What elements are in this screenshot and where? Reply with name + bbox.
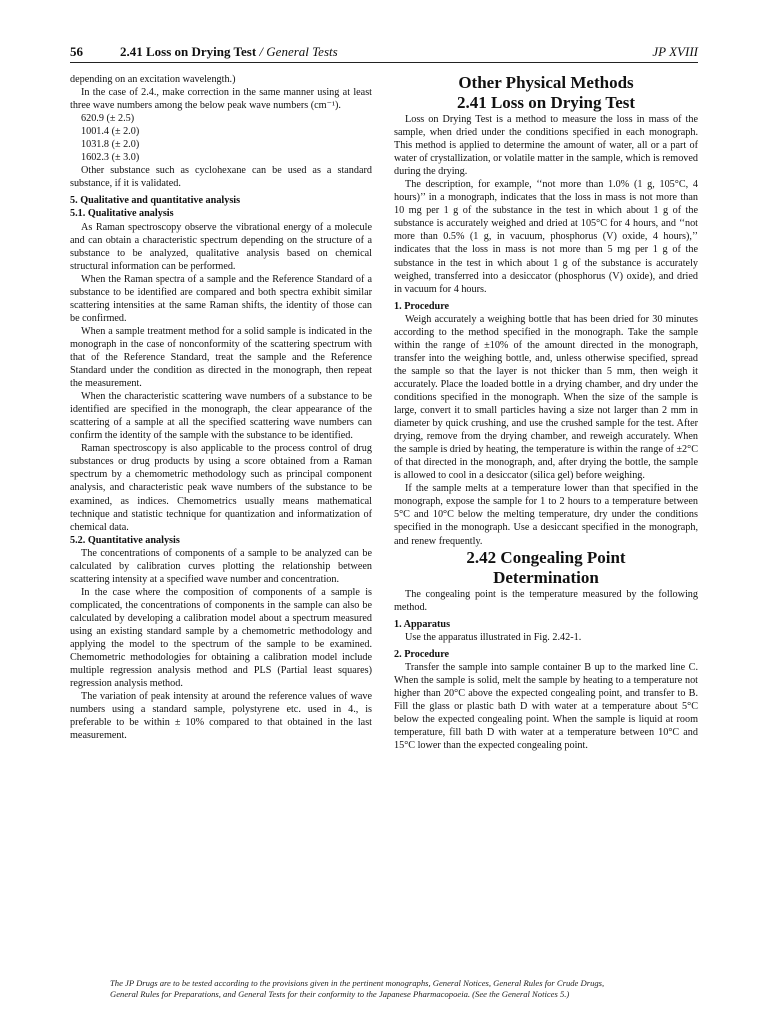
footer-line: The JP Drugs are to be tested according to the provisions given in the pertinent monographs, General Notices, General Rules for Crude Drugs, <box>110 978 605 988</box>
paragraph: In the case where the composition of components of a sample is complicated, the concentrations of components in the sample can also be calculated by developing a calibration model about a spectrum measured using an existing standard sample by a chemometric methodology and applying the model to the spectrum of the sample to be examined. Chemometric methodologies for obtaining a calibration model include multiple regression analysis method and PLS (Partial least squares) regression analysis method. <box>70 586 372 690</box>
paragraph: As Raman spectroscopy observe the vibrational energy of a molecule and can obtain a characteristic spectrum depending on the structure of a substance to be analyzed, qualitative analysis based on chemical structural information can be performed. <box>70 221 372 272</box>
footer-line: General Rules for Preparations, and General Tests for their conformity to the Japanese Pharmacopoeia. (See the General Notices 5.) <box>110 988 570 999</box>
section-title: 2.41 Loss on Drying Test <box>456 93 636 112</box>
section-title <box>394 548 698 588</box>
paragraph: depending on an excitation wavelength.) <box>70 74 236 85</box>
paragraph: When the characteristic scattering wave numbers of a substance to be identified are specified in the monograph, the clear appearance of the scattering of a sample at all the specified scattering wave numbers can confirm the identity of the sample with the substance to be identified. <box>70 391 372 442</box>
section-title-line1: 2.42 Congealing Point <box>466 547 626 567</box>
book-title: JP XVIII <box>652 44 698 59</box>
paragraph: If the sample melts at a temperature lower than that specified in the monograph, expose the sample for 1 to 2 hours to a temperature between 5°C and 10°C below the melting temperature, dry under the conditions specified in the monograph. Use a desiccant specified in the monograph, and renew frequently. <box>394 483 698 547</box>
page-header <box>70 44 698 63</box>
category: / General Tests <box>256 44 338 59</box>
paragraph: Use the apparatus illustrated in Fig. 2.42-1. <box>405 631 582 643</box>
section-heading: 1. Procedure <box>394 300 450 312</box>
wave-number-item: 620.9 (± 2.5) <box>81 113 135 125</box>
wave-number-item: 1001.4 (± 2.0) <box>81 126 140 138</box>
section-name: Loss on Drying Test <box>146 44 257 59</box>
paragraph: Other substance such as cyclohexane can be used as a standard substance, if it is validated. <box>70 165 372 190</box>
page-footer <box>110 978 670 999</box>
subsection-heading: 5.2. Quantitative analysis <box>70 534 180 546</box>
left-column <box>70 73 372 742</box>
paragraph: The description, for example, ‘‘not more than 1.0% (1 g, 105°C, 4 hours)’’ in a monograph, indicates that the loss in mass is not more than 10 mg per 1 g of the substance in the test in which about 1 g of the substance is accurately weighed and dried at 105°C for 4 hours, and ‘‘not more than 0.5% (1 g, in vacuum, phosphorus (V) oxide, 4 hours),’’ indicates that the loss in mass is not more than 5 mg per 1 g of the substance in the test in which about 1 g of the substance is accurately weighed, transferred into a desiccator (phosphorus (V) oxide), and dried in vacuum for 4 hours. <box>394 179 698 295</box>
paragraph: The variation of peak intensity at around the reference values of wave numbers using a standard sample, polystyrene etc. used in 4., is preferable to be within ± 10% compared to that obtained in the last measurement. <box>70 691 372 742</box>
paragraph: Weigh accurately a weighing bottle that has been dried for 30 minutes according to the method specified in the monograph. Take the sample within the range of ±10% of the amount directed in the monograph, transfer into the weighing bottle, and, unless otherwise specified, spread the sample so that the layer is not thicker than 5 mm, then weigh it accurately. Place the loaded bottle in a drying chamber, and dry under the conditions specified in the monograph. When the size of the sample is large, convert it to small particles having a size not larger than 2 mm in diameter by quick crushing, and use the crushed sample for the test. After drying, remove from the drying chamber, and reweigh accurately. When the sample is dried by heating, the temperature is within the range of ±2°C of that directed in the monograph, and, after drying the bottle, the sample is allowed to cool in a desiccator (silica gel) before weighing. <box>394 313 698 482</box>
paragraph: Raman spectroscopy is also applicable to the process control of drug substances or drug products by using a score obtained from a Raman spectrum by a chemometric methodology such as principal component analysis, and characteristic peak wave numbers of the substance to be examined, as indices. Chemometrics usually means mathematical technique and statistic technique for quantization and informatization of chemical data. <box>70 443 372 533</box>
section-heading: 5. Qualitative and quantitative analysis <box>70 195 241 207</box>
section-number: 2.41 <box>120 44 143 59</box>
paragraph: The congealing point is the temperature measured by the following method. <box>394 588 698 613</box>
paragraph: When a sample treatment method for a solid sample is indicated in the monograph in the case of nonconformity of the scattering spectrum with that of the Reference Standard, treat the sample and the Reference Standard under the condition as directed in the monograph, then repeat the measurement. <box>70 325 372 390</box>
section-heading: 1. Apparatus <box>394 618 451 630</box>
right-column <box>394 73 698 752</box>
page-number: 56 <box>70 44 83 59</box>
section-title-line2: Determination <box>493 567 599 587</box>
paragraph: When the Raman spectra of a sample and the Reference Standard of a substance to be identified are compared and both spectra exhibit similar scattering intensities at the same Raman shifts, the identity of those can be confirmed. <box>70 273 372 324</box>
subsection-heading: 5.1. Qualitative analysis <box>70 208 174 220</box>
paragraph: In the case of 2.4., make correction in the same manner using at least three wave numbers among the below peak wave numbers (cm⁻¹). <box>70 87 372 112</box>
paragraph: Loss on Drying Test is a method to measure the loss in mass of the sample, when dried under the conditions specified in each monograph. This method is applied to determine the amount of water, all or a part of water of crystallization, or volatile matter in the sample, which is removed during the drying. <box>394 114 698 178</box>
wave-number-item: 1031.8 (± 2.0) <box>81 139 140 151</box>
paragraph: The concentrations of components of a sample to be analyzed can be calculated by calibration curves plotting the relationship between scattering intensity at a specified wave number and concentration. <box>70 547 372 585</box>
paragraph: Transfer the sample into sample container B up to the marked line C. When the sample is solid, melt the sample by heating to a temperature not higher than 20°C above the expected congealing point, and transfer to B. Fill the glass or plastic bath D with water at a temperature about 5°C below the expected congealing point. When the sample is liquid at room temperature, fill bath D with water at a temperature between 10°C and 15°C lower than the expected congealing point. <box>394 661 698 752</box>
section-heading: 2. Procedure <box>394 648 450 660</box>
running-title <box>120 44 338 60</box>
wave-number-item: 1602.3 (± 3.0) <box>81 152 140 164</box>
chapter-title: Other Physical Methods <box>458 73 634 92</box>
